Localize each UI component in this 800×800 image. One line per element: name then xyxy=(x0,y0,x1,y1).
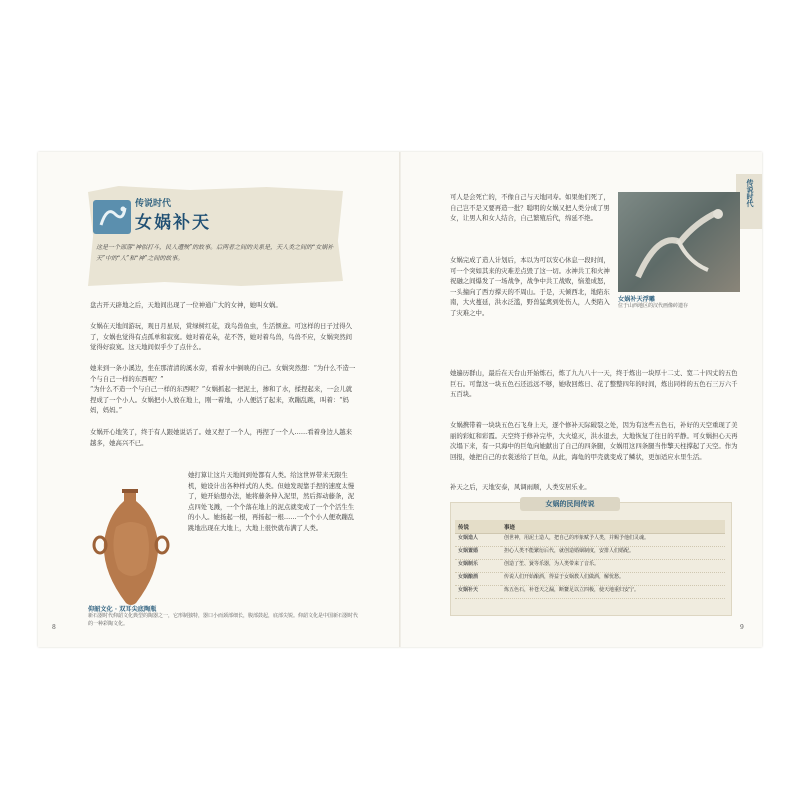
paragraph-r1: 可人是会死亡的，不像自己与天地同寿。如果他们死了，自己岂不是又要再造一批？聪明的女娲又把人类分成了男女，让男人和女人结合，自己繁殖后代，绵延不绝。 xyxy=(450,193,610,223)
paragraph-r2: 女娲完成了造人计划后，本以为可以安心休息一段时间，可一个突如其来的灾难差点毁了这一切。水神共工和火神祝融之间爆发了一场战争，战争中共工战败，恼羞成怒，一头撞向了西方撑天的不周山。于是，天倾西北，地陷东南，大火蔓延，洪水泛滥，野兽猛禽到处伤人，人类陷入了灾难之中。 xyxy=(450,256,610,317)
table-cell-key: 女娲置婚 xyxy=(455,547,501,560)
intro-text: 这是一个部落“神似打斗，民人遭殃”的故事。后两者之间的关系是，天人类之间的“女娲补天”中的“人”和“神”之间的故事。 xyxy=(96,244,334,262)
table-row xyxy=(455,586,725,599)
book-spread xyxy=(38,152,762,647)
table-cell-value: 传说人们开始酿酒，得益于女娲教人们做酒，解忧愁。 xyxy=(501,573,725,586)
legend-table-title: 女娲的民间传说 xyxy=(520,497,620,511)
paragraph-3: 她来到一条小溪边，坐在那清清的溪水旁，看着水中倒映的自己。女娲突然想：“为什么不造一个与自己一样的东西呢？” xyxy=(90,364,356,383)
page-number-right: 9 xyxy=(740,624,744,631)
paragraph-5: 女娲开心地笑了，终于有人跟她说话了。她又捏了一个人，再捏了一个人……看着身边人越来越多，她高兴不已。 xyxy=(90,428,353,447)
page-number-left: 8 xyxy=(52,624,56,631)
fresco-caption-title: 女娲补天浮雕 xyxy=(618,296,656,303)
chapter-tab-label: 传说时代 xyxy=(746,179,755,207)
legend-table xyxy=(455,520,725,599)
paragraph-4: “为什么不造一个与自己一样的东西呢？”女娲抓起一把泥土，掺和了水，揉捏起来，一会儿就捏成了一个小人。女娲把小人放在地上，刚一着地，小人便活了起来，欢蹦乱跳，叫着：“妈妈，妈妈。” xyxy=(90,385,353,415)
paragraph-6: 她打算让这片天地间到处都有人类。给这世界带来无限生机，她设计出各种样式的人类。但她发现靠手捏的速度太慢了，她开始想办法，她将藤条伸入泥里，然后挥动藤条，泥点四处飞溅，一个个落在地上的泥点就变成了一个个活生生的小人。她扬起一根，再扬起一根……一个个小人便欢蹦乱跳地出现在大地上，大地上很快就布满了人类。 xyxy=(188,471,355,532)
table-row xyxy=(455,547,725,560)
table-cell-key: 女娲制乐 xyxy=(455,560,501,573)
table-cell-value: 创世神，用泥土造人，把自己的形象赋予人类，并赐予他们灵魂。 xyxy=(501,534,725,547)
paragraph-r4: 女娲携带着一块块五色石飞身上天，逐个修补天际破裂之处，因为有这些五色石，补好的天空重现了美丽的彩虹和彩霞。天空终于修补完毕，大火熄灭，洪水退去，大地恢复了往日的平静。可女娲担心天再次塌下来，有一只海中的巨龟向她献出了自己的四条腿，女娲用这四条腿当作擎天柱撑起了天空。作为回报，她把自己的衣裳送给了巨龟，从此，海龟的甲壳就变成了鳞状，更加适应水里生活。 xyxy=(450,421,738,461)
left-page xyxy=(38,152,400,647)
dragon-emblem-icon xyxy=(93,200,131,234)
table-cell-value: 担心人类不能繁衍后代，就创造婚姻制度，安排人们婚配。 xyxy=(501,547,725,560)
vase-caption-text: 新石器时代仰韶文化典型的陶器之一，它形制独特，器口小而颈部细长，腹部鼓起，底部尖锐。仰韶文化是中国新石器时代的一种彩陶文化。 xyxy=(88,613,359,627)
paragraph-1: 盘古开天辟地之后，天地间出现了一位神通广大的女神，她叫女娲。 xyxy=(90,301,282,309)
pottery-vase-image xyxy=(76,487,186,607)
fresco-caption xyxy=(618,294,748,311)
table-cell-key: 女娲造人 xyxy=(455,534,501,547)
table-row xyxy=(455,534,725,547)
section-label: 传说时代 xyxy=(135,199,172,209)
table-header-deeds: 事迹 xyxy=(501,520,725,534)
table-cell-value: 炼五色石，补苍天之漏，断鳌足以立四极，使天地重归安宁。 xyxy=(501,586,725,599)
table-cell-value: 创造了笙、簧等乐器，为人类带来了音乐。 xyxy=(501,560,725,573)
vase-caption-title: 仰韶文化 · 双耳尖底陶瓶 xyxy=(88,606,157,613)
table-cell-key: 女娲酿酒 xyxy=(455,573,501,586)
table-header-legend: 传说 xyxy=(455,520,501,534)
right-page xyxy=(400,152,762,647)
vase-caption xyxy=(88,604,358,628)
nuwa-relief-image xyxy=(618,192,740,292)
paragraph-2: 女娲在天地间游玩，观日月星辰，赏绿树红花，戏鸟兽鱼虫，生活惬意。可这样的日子过得久了，女娲也觉得有点孤单和寂寞。她对着花朵，花不答，她对着鸟兽，鸟兽不应，女娲突然间觉得好寂寞。这天地间似乎少了点什么。 xyxy=(90,322,353,352)
table-row xyxy=(455,573,725,586)
fresco-caption-text: 位于山西地区的汉代画像砖遗存 xyxy=(618,303,689,309)
paragraph-r3: 她遍历群山，最后在天台山开始炼石，炼了九九八十一天，终于炼出一块厚十二丈、宽二十四丈的五色巨石。可靠这一块五色石还远远不够，她收回炼日、花了整整四年的时间，炼出同样的五色石三万六千五百块。 xyxy=(450,369,738,399)
table-header-row xyxy=(455,520,725,534)
page-title: 女娲补天 xyxy=(135,213,211,233)
paragraph-r5: 补天之后，天地安泰，风调雨顺，人类安居乐业。 xyxy=(450,483,591,491)
table-cell-key: 女娲补天 xyxy=(455,586,501,599)
table-row xyxy=(455,560,725,573)
